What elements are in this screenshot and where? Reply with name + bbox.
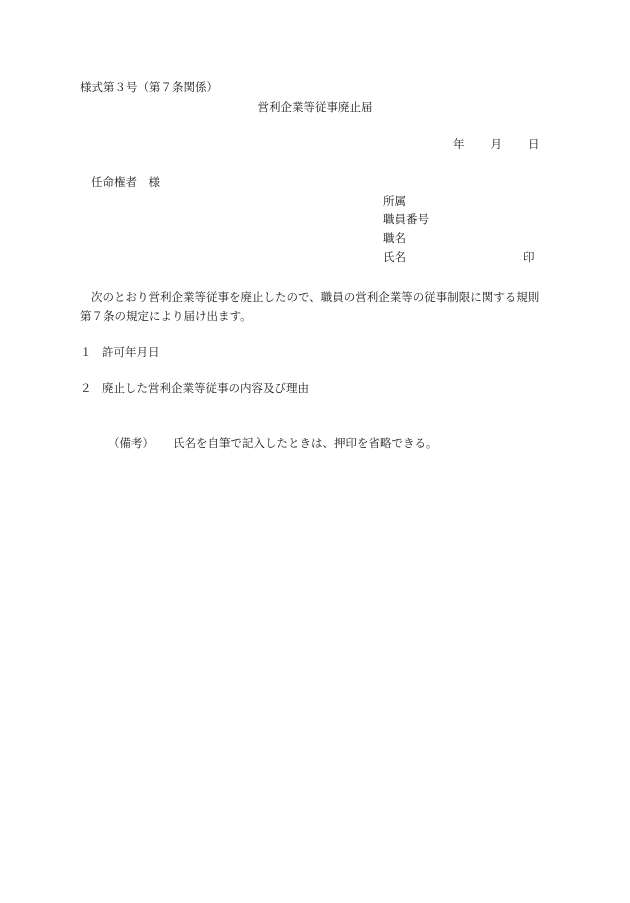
- remarks-label: （備考）: [108, 436, 154, 450]
- document-title: 営利企業等従事廃止届: [257, 100, 373, 114]
- date-year-label: 年: [453, 137, 465, 151]
- body-text: 次のとおり営利企業等従事を廃止したので、職員の営利企業等の従事制限に関する規則第７条の規定により届け出ます。: [80, 290, 540, 323]
- name-label: 氏名: [383, 250, 406, 264]
- date-month-label: 月: [490, 137, 502, 151]
- list-item: [80, 380, 309, 396]
- seal-mark: 印: [523, 250, 535, 264]
- item-number: ２: [80, 381, 92, 395]
- remarks-text: 氏名を自筆で記入したときは、押印を省略できる。: [173, 436, 438, 450]
- date-line: [453, 136, 540, 152]
- affiliation-label: 所属: [383, 194, 406, 208]
- item-number: １: [80, 345, 92, 359]
- employee-number-label: 職員番号: [383, 212, 429, 226]
- item-label: 廃止した営利企業等従事の内容及び理由: [102, 381, 309, 395]
- form-number: 様式第３号（第７条関係）: [80, 80, 218, 94]
- item-label: 許可年月日: [102, 345, 160, 359]
- body-paragraph: [80, 288, 550, 326]
- addressee: 任命権者 様: [91, 175, 160, 189]
- date-day-label: 日: [528, 137, 540, 151]
- position-label: 職名: [383, 231, 406, 245]
- list-item: [80, 344, 160, 360]
